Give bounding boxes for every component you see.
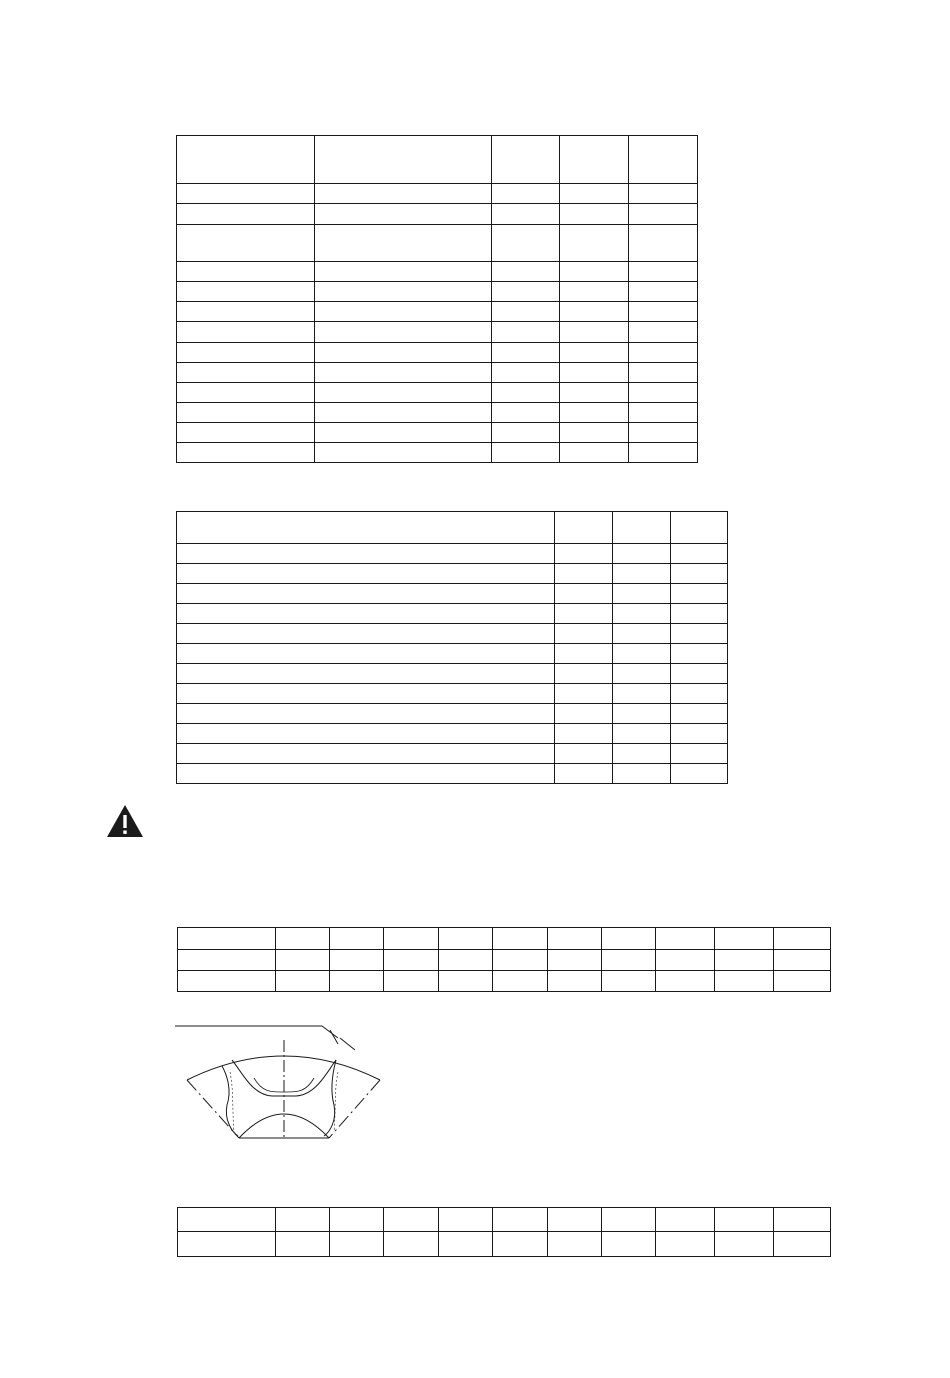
table-cell	[177, 423, 315, 443]
table-cell	[492, 136, 560, 184]
table-cell	[492, 423, 560, 443]
table-cell	[560, 343, 629, 363]
table-cell	[774, 1208, 831, 1232]
table-cell	[629, 282, 698, 302]
table-cell	[177, 136, 315, 184]
table-row	[177, 604, 728, 624]
table-cell	[177, 644, 555, 664]
table-cell	[671, 704, 728, 724]
table-cell	[492, 443, 560, 463]
table-cell	[492, 204, 560, 225]
table-cell	[177, 544, 555, 564]
table-cell	[315, 282, 492, 302]
table-cell	[613, 684, 671, 704]
table-cell	[439, 971, 493, 992]
table-cell	[715, 928, 774, 950]
table-cell	[315, 403, 492, 423]
table-cell	[177, 262, 315, 282]
table-cell	[613, 624, 671, 644]
table-cell	[613, 704, 671, 724]
table-cell	[671, 744, 728, 764]
table-row	[177, 564, 728, 584]
table-row	[177, 423, 698, 443]
table-row	[177, 204, 698, 225]
table-cell	[629, 184, 698, 204]
table-cell	[315, 302, 492, 322]
table-cell	[560, 403, 629, 423]
table-cell	[276, 1208, 330, 1232]
table-cell	[629, 204, 698, 225]
table-cell	[602, 950, 656, 971]
table-cell	[629, 363, 698, 383]
table-cell	[555, 544, 613, 564]
table-cell	[555, 664, 613, 684]
table-cell	[560, 136, 629, 184]
table-row	[177, 644, 728, 664]
table-cell	[276, 928, 330, 950]
table-cell	[613, 664, 671, 684]
table-cell	[715, 1208, 774, 1232]
table-row	[177, 225, 698, 262]
table-cell	[177, 704, 555, 724]
table-cell	[177, 724, 555, 744]
table-cell	[629, 443, 698, 463]
table-cell	[492, 343, 560, 363]
table-row	[177, 343, 698, 363]
table-cell	[177, 184, 315, 204]
table-cell	[555, 624, 613, 644]
table-cell	[560, 282, 629, 302]
table-cell	[492, 282, 560, 302]
table-cell	[315, 383, 492, 403]
table-cell	[560, 443, 629, 463]
table-cell	[602, 928, 656, 950]
table-cell	[492, 225, 560, 262]
table-cell	[330, 1232, 384, 1257]
table-cell	[330, 950, 384, 971]
table-row	[177, 684, 728, 704]
dimension-table-b	[177, 1207, 830, 1257]
table-cell	[671, 604, 728, 624]
table-cell	[315, 136, 492, 184]
table-row	[177, 664, 728, 684]
parts-table	[176, 511, 727, 784]
table-cell	[177, 363, 315, 383]
table-cell	[671, 644, 728, 664]
table-cell	[629, 302, 698, 322]
table-row	[177, 624, 728, 644]
table-cell	[492, 302, 560, 322]
table-row	[177, 544, 728, 564]
table-cell	[330, 971, 384, 992]
table-cell	[613, 564, 671, 584]
table-cell	[330, 928, 384, 950]
table-cell	[177, 403, 315, 423]
table-cell	[178, 950, 276, 971]
table-cell	[613, 764, 671, 784]
table-cell	[177, 664, 555, 684]
table-cell	[177, 302, 315, 322]
table-cell	[439, 950, 493, 971]
table-cell	[548, 1232, 602, 1257]
table-row	[177, 744, 728, 764]
table-row	[177, 262, 698, 282]
table-row	[177, 282, 698, 302]
table-cell	[492, 262, 560, 282]
table-cell	[613, 644, 671, 664]
table-row	[177, 302, 698, 322]
table-cell	[177, 225, 315, 262]
table-cell	[177, 624, 555, 644]
table-cell	[493, 950, 548, 971]
table-cell	[178, 928, 276, 950]
table-cell	[629, 322, 698, 343]
table-row	[178, 971, 831, 992]
table-cell	[315, 184, 492, 204]
table-cell	[177, 584, 555, 604]
table-cell	[629, 403, 698, 423]
table-cell	[177, 764, 555, 784]
table-cell	[560, 204, 629, 225]
sprocket-tooth-diagram	[172, 1020, 387, 1146]
specifications-table	[176, 135, 697, 463]
table-cell	[493, 928, 548, 950]
table-cell	[671, 724, 728, 744]
table-row	[177, 764, 728, 784]
table-cell	[178, 1208, 276, 1232]
table-cell	[656, 1208, 715, 1232]
table-cell	[177, 564, 555, 584]
table-row	[177, 724, 728, 744]
table-cell	[276, 1232, 330, 1257]
table-cell	[492, 184, 560, 204]
table-cell	[555, 512, 613, 544]
table-row	[178, 928, 831, 950]
table-cell	[671, 624, 728, 644]
table-cell	[315, 343, 492, 363]
table-cell	[560, 302, 629, 322]
table-cell	[493, 1208, 548, 1232]
table-cell	[560, 363, 629, 383]
table-cell	[276, 950, 330, 971]
table-cell	[315, 423, 492, 443]
table-cell	[774, 928, 831, 950]
table-cell	[555, 604, 613, 624]
table-cell	[560, 383, 629, 403]
table-cell	[548, 1208, 602, 1232]
table-cell	[671, 512, 728, 544]
table-cell	[656, 950, 715, 971]
table-row	[178, 1232, 831, 1257]
table-cell	[177, 744, 555, 764]
table-cell	[629, 423, 698, 443]
table-cell	[384, 971, 439, 992]
table-cell	[671, 684, 728, 704]
table-cell	[613, 744, 671, 764]
table-cell	[613, 724, 671, 744]
table-cell	[656, 971, 715, 992]
table-cell	[613, 512, 671, 544]
table-cell	[492, 363, 560, 383]
table-cell	[560, 262, 629, 282]
table-cell	[555, 704, 613, 724]
table-cell	[602, 1208, 656, 1232]
table-row	[177, 322, 698, 343]
table-cell	[629, 383, 698, 403]
table-cell	[774, 971, 831, 992]
table-cell	[315, 363, 492, 383]
table-cell	[315, 225, 492, 262]
table-row	[177, 383, 698, 403]
table-cell	[671, 544, 728, 564]
table-row	[177, 403, 698, 423]
table-cell	[548, 950, 602, 971]
table-cell	[177, 604, 555, 624]
table-cell	[774, 950, 831, 971]
table-cell	[384, 1208, 439, 1232]
table-cell	[548, 971, 602, 992]
table-cell	[555, 684, 613, 704]
table-cell	[384, 950, 439, 971]
table-row	[177, 512, 728, 544]
table-cell	[492, 403, 560, 423]
table-cell	[384, 1232, 439, 1257]
dimension-table-a	[177, 927, 830, 992]
table-row	[177, 184, 698, 204]
table-row	[178, 1208, 831, 1232]
table-cell	[560, 225, 629, 262]
table-cell	[493, 1232, 548, 1257]
table-cell	[177, 204, 315, 225]
table-cell	[560, 322, 629, 343]
table-cell	[715, 1232, 774, 1257]
table-cell	[555, 644, 613, 664]
table-cell	[560, 423, 629, 443]
table-cell	[656, 1232, 715, 1257]
table-cell	[671, 664, 728, 684]
table-cell	[178, 1232, 276, 1257]
table-cell	[715, 971, 774, 992]
table-row	[178, 950, 831, 971]
table-cell	[560, 184, 629, 204]
table-cell	[629, 343, 698, 363]
table-cell	[602, 971, 656, 992]
table-row	[177, 363, 698, 383]
table-cell	[492, 383, 560, 403]
table-cell	[671, 584, 728, 604]
table-cell	[629, 225, 698, 262]
table-cell	[629, 136, 698, 184]
table-cell	[613, 604, 671, 624]
table-cell	[177, 443, 315, 463]
table-cell	[439, 1208, 493, 1232]
table-row	[177, 443, 698, 463]
table-cell	[177, 343, 315, 363]
table-cell	[330, 1208, 384, 1232]
table-row	[177, 704, 728, 724]
table-cell	[602, 1232, 656, 1257]
table-cell	[548, 928, 602, 950]
table-cell	[613, 584, 671, 604]
table-cell	[555, 564, 613, 584]
table-cell	[384, 928, 439, 950]
warning-triangle-icon	[106, 804, 144, 838]
table-cell	[177, 512, 555, 544]
table-cell	[492, 322, 560, 343]
table-cell	[177, 282, 315, 302]
table-cell	[555, 724, 613, 744]
table-cell	[315, 204, 492, 225]
table-cell	[493, 971, 548, 992]
table-cell	[315, 443, 492, 463]
table-cell	[177, 322, 315, 343]
table-row	[177, 136, 698, 184]
table-cell	[178, 971, 276, 992]
table-cell	[656, 928, 715, 950]
table-cell	[177, 383, 315, 403]
table-row	[177, 584, 728, 604]
table-cell	[671, 764, 728, 784]
table-cell	[555, 744, 613, 764]
table-cell	[315, 262, 492, 282]
table-cell	[774, 1232, 831, 1257]
table-cell	[555, 584, 613, 604]
table-cell	[439, 928, 493, 950]
table-cell	[439, 1232, 493, 1257]
table-cell	[613, 544, 671, 564]
table-cell	[177, 684, 555, 704]
table-cell	[315, 322, 492, 343]
table-cell	[715, 950, 774, 971]
table-cell	[629, 262, 698, 282]
table-cell	[671, 564, 728, 584]
table-cell	[276, 971, 330, 992]
table-cell	[555, 764, 613, 784]
